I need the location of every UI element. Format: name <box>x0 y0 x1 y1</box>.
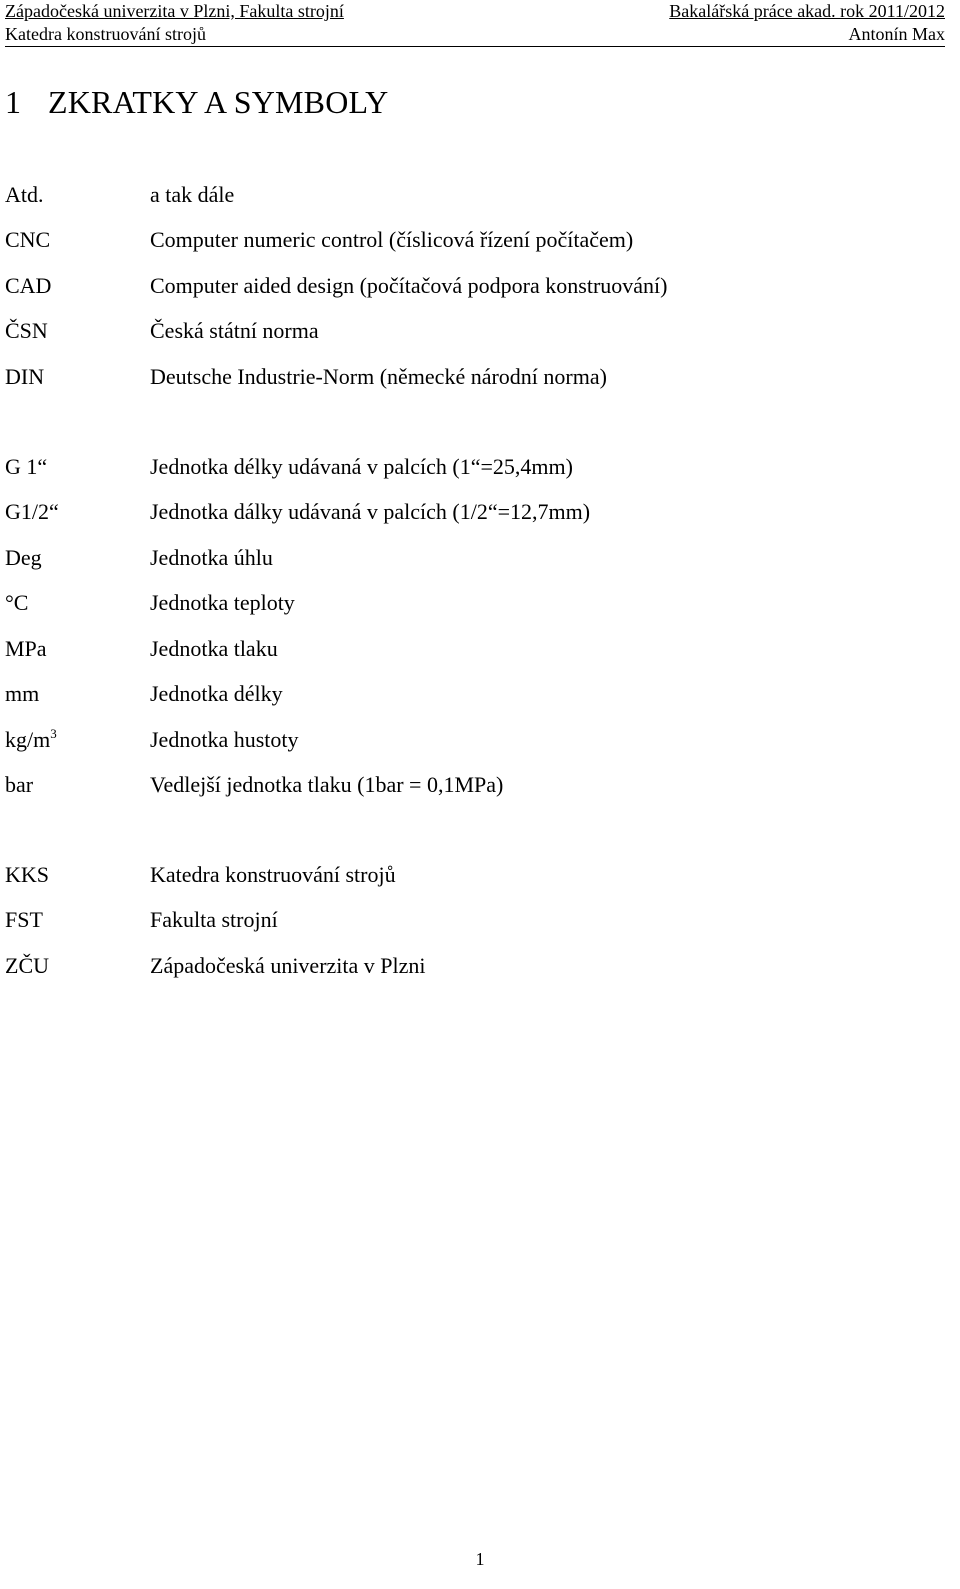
abbreviation: ZČU <box>5 952 49 978</box>
unit-description: Jednotka dálky udávaná v palcích (1/2“=12,7mm) <box>150 499 591 525</box>
list-item <box>5 263 945 309</box>
abbreviation-description: Computer aided design (počítačová podpora konstruování) <box>150 272 668 298</box>
list-item <box>5 943 945 989</box>
header-thesis-info: Bakalářská práce akad. rok 2011/2012 <box>669 1 945 21</box>
list-item <box>5 218 945 264</box>
list-item <box>5 354 945 400</box>
abbreviation: CNC <box>5 227 51 253</box>
page-number: 1 <box>475 1549 485 1569</box>
unit-description: Jednotka délky <box>150 681 283 707</box>
list-item <box>5 172 945 218</box>
list-item <box>5 763 945 809</box>
abbreviation-description: Deutsche Industrie-Norm (německé národní norma) <box>150 363 607 389</box>
abbreviation: ČSN <box>5 318 48 344</box>
list-item <box>5 444 945 490</box>
list-item <box>5 309 945 355</box>
unit-symbol-exponent: 3 <box>50 725 57 741</box>
header-row-top <box>5 0 945 23</box>
unit-symbol-base: kg/m <box>5 726 51 752</box>
abbreviation: KKS <box>5 861 50 887</box>
abbreviation-description: Česká státní norma <box>150 318 319 344</box>
list-item <box>5 672 945 718</box>
list-item <box>5 581 945 627</box>
unit-symbol: bar <box>5 772 34 798</box>
unit-symbol: mm <box>5 681 40 707</box>
abbreviation-description: Computer numeric control (číslicová řízení počítačem) <box>150 227 634 253</box>
unit-description: Vedlejší jednotka tlaku (1bar = 0,1MPa) <box>150 772 504 798</box>
unit-description: Jednotka tlaku <box>150 635 278 661</box>
chapter-title-text: ZKRATKY A SYMBOLY <box>48 84 389 120</box>
header-row-bottom <box>5 23 945 46</box>
abbreviation: DIN <box>5 363 45 389</box>
unit-description: Jednotka teploty <box>150 590 295 616</box>
abbreviation-description: Katedra konstruování strojů <box>150 861 396 887</box>
unit-description: Jednotka délky udávaná v palcích (1“=25,4mm) <box>150 453 573 479</box>
abbreviation-description: Západočeská univerzita v Plzni <box>150 952 426 978</box>
list-item <box>5 535 945 581</box>
unit-symbol <box>5 727 150 753</box>
abbreviation: Atd. <box>5 181 44 207</box>
header-author: Antonín Max <box>848 24 945 44</box>
chapter-title <box>5 82 388 122</box>
list-item <box>5 717 945 763</box>
abbreviation: CAD <box>5 272 52 298</box>
abbreviation: FST <box>5 907 43 933</box>
list-item <box>5 852 945 898</box>
list-item <box>5 490 945 536</box>
unit-description: Jednotka hustoty <box>150 726 299 752</box>
abbreviation-description: a tak dále <box>150 181 235 207</box>
list-item <box>5 626 945 672</box>
header-department: Katedra konstruování strojů <box>5 24 206 44</box>
chapter-number: 1 <box>5 84 22 120</box>
units-list <box>5 444 945 808</box>
list-item <box>5 898 945 944</box>
header-university: Západočeská univerzita v Plzni, Fakulta strojní <box>5 1 344 21</box>
unit-symbol: °C <box>5 590 29 616</box>
unit-symbol: Deg <box>5 544 42 570</box>
institutions-list <box>5 852 945 989</box>
unit-symbol: G 1“ <box>5 453 48 479</box>
unit-symbol: G1/2“ <box>5 499 59 525</box>
unit-description: Jednotka úhlu <box>150 544 273 570</box>
abbreviation-description: Fakulta strojní <box>150 907 278 933</box>
unit-symbol: MPa <box>5 635 47 661</box>
page-header <box>5 0 945 47</box>
abbreviations-list <box>5 172 945 400</box>
